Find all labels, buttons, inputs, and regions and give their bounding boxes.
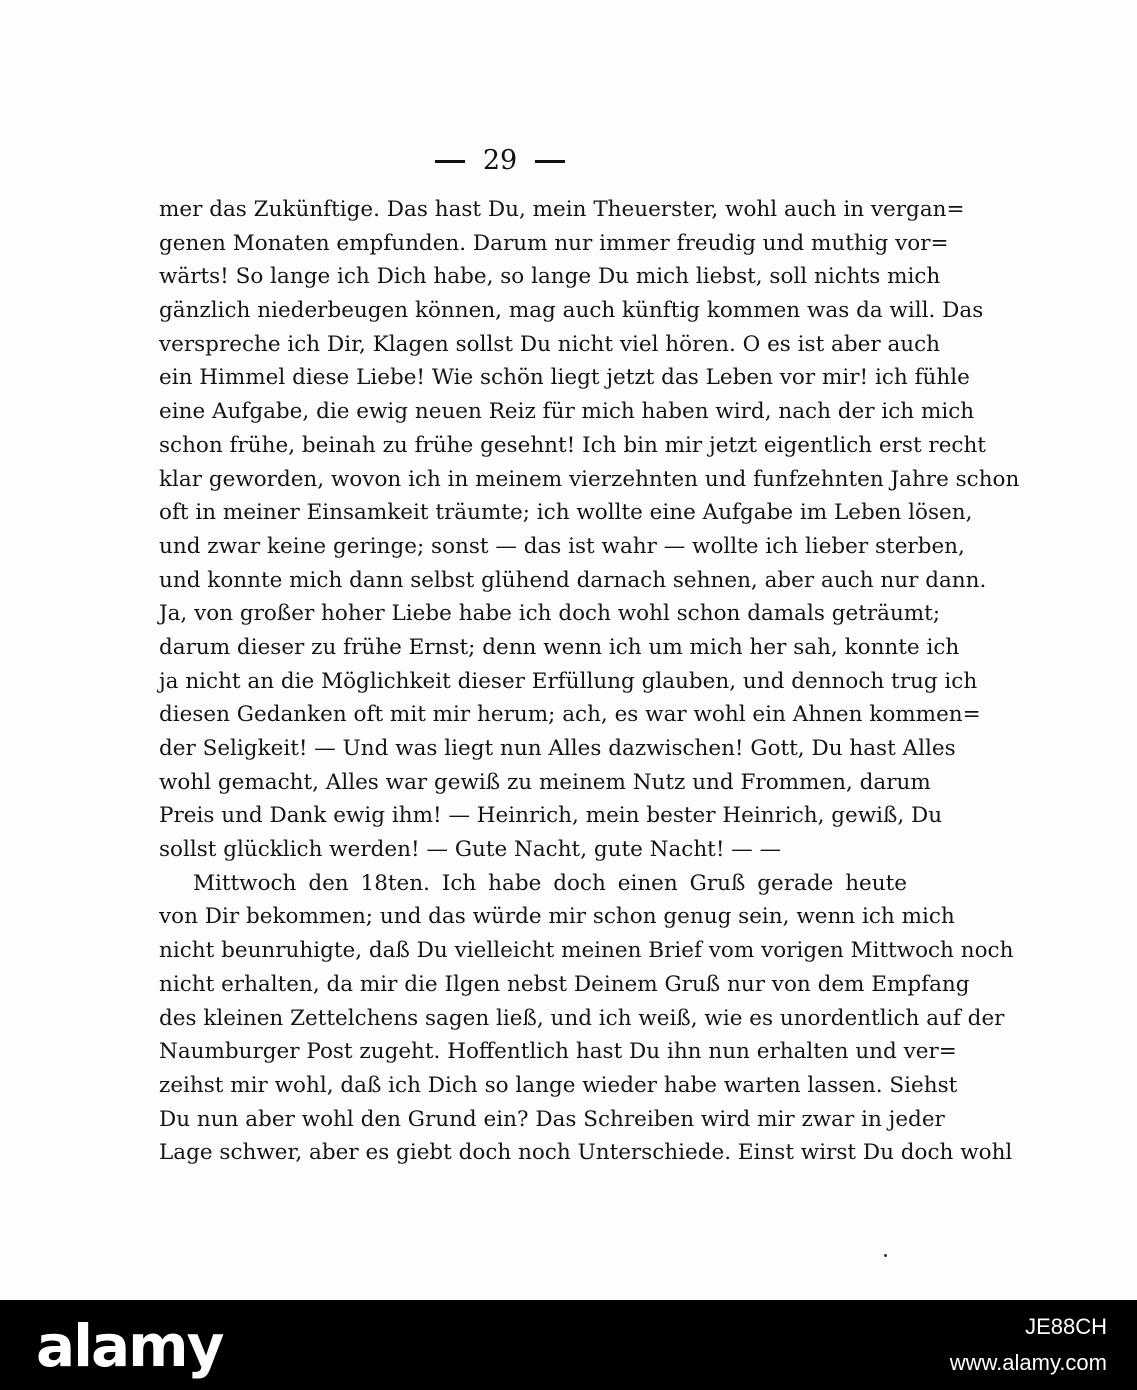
right-dash (535, 160, 565, 163)
text-line: Du nun aber wohl den Grund ein? Das Schreiben wird mir zwar in jeder (159, 1106, 945, 1132)
page-number: 29 (482, 145, 518, 176)
text-line: schon frühe, beinah zu frühe gesehnt! Ich bin mir jetzt eigentlich erst recht (159, 432, 986, 458)
text-line: Preis und Dank ewig ihm! — Heinrich, mein bester Heinrich, gewiß, Du (159, 803, 943, 829)
text-line: nicht erhalten, da mir die Ilgen nebst Deinem Gruß nur von dem Empfang (159, 971, 970, 997)
text-line: und zwar keine geringe; sonst — das ist wahr — wollte ich lieber sterben, (159, 533, 965, 559)
text-line: darum dieser zu frühe Ernst; denn wenn ich um mich her sah, konnte ich (159, 634, 960, 660)
text-line: mer das Zukünftige. Das hast Du, mein Theuerster, wohl auch in vergan= (159, 197, 965, 222)
text-line: der Seligkeit! — Und was liegt nun Alles dazwischen! Gott, Du hast Alles (159, 736, 956, 761)
watermark-footer-bar (0, 1300, 1137, 1390)
footer-url: www.alamy.com (949, 1350, 1107, 1375)
text-line: eine Aufgabe, die ewig neuen Reiz für mich haben wird, nach der ich mich (159, 399, 975, 425)
text-line-entry-heading: Mittwoch den 18ten. Ich habe doch einen Gruß gerade heute (193, 870, 907, 896)
left-dash (435, 160, 465, 163)
text-line: genen Monaten empfunden. Darum nur immer freudig und muthig vor= (159, 230, 949, 256)
text-line: gänzlich niederbeugen können, mag auch künftig kommen was da will. Das (159, 298, 984, 324)
text-line: ein Himmel diese Liebe! Wie schön liegt jetzt das Leben vor mir! ich fühle (159, 365, 970, 391)
text-line: Naumburger Post zugeht. Hoffentlich hast Du ihn nun erhalten und ver= (159, 1039, 957, 1065)
text-line: diesen Gedanken oft mit mir herum; ach, es war wohl ein Ahnen kommen= (159, 702, 981, 728)
alamy-logo: alamy (36, 1312, 223, 1380)
text-body (159, 193, 1020, 1170)
print-speck (884, 1254, 887, 1257)
page-number-header (0, 145, 1000, 176)
text-line: des kleinen Zettelchens sagen ließ, und ich weiß, wie es unordentlich auf der (159, 1005, 1005, 1031)
text-line: sollst glücklich werden! — Gute Nacht, gute Nacht! — — (159, 837, 782, 863)
text-line: oft in meiner Einsamkeit träumte; ich wollte eine Aufgabe im Leben lösen, (159, 500, 973, 526)
text-line: nicht beunruhigte, daß Du vielleicht meinen Brief vom vorigen Mittwoch noch (159, 938, 1014, 964)
text-line: verspreche ich Dir, Klagen sollst Du nicht viel hören. O es ist aber auch (159, 331, 941, 357)
text-line: und konnte mich dann selbst glühend darnach sehnen, aber auch nur dann. (159, 567, 987, 593)
text-line: wohl gemacht, Alles war gewiß zu meinem Nutz und Frommen, darum (159, 769, 931, 795)
text-line: ja nicht an die Möglichkeit dieser Erfüllung glauben, und dennoch trug ich (159, 668, 978, 694)
text-line: Ja, von großer hoher Liebe habe ich doch wohl schon damals geträumt; (159, 601, 941, 627)
text-line: wärts! So lange ich Dich habe, so lange Du mich liebst, soll nichts mich (159, 264, 941, 290)
text-line: klar geworden, wovon ich in meinem vierzehnten und funfzehnten Jahre schon (159, 466, 1020, 492)
text-line: zeihst mir wohl, daß ich Dich so lange wieder habe warten lassen. Siehst (159, 1072, 958, 1098)
text-line: von Dir bekommen; und das würde mir schon genug sein, wenn ich mich (159, 904, 955, 930)
text-line: Lage schwer, aber es giebt doch noch Unterschiede. Einst wirst Du doch wohl (159, 1140, 1013, 1166)
image-id: JE88CH (1025, 1314, 1107, 1339)
